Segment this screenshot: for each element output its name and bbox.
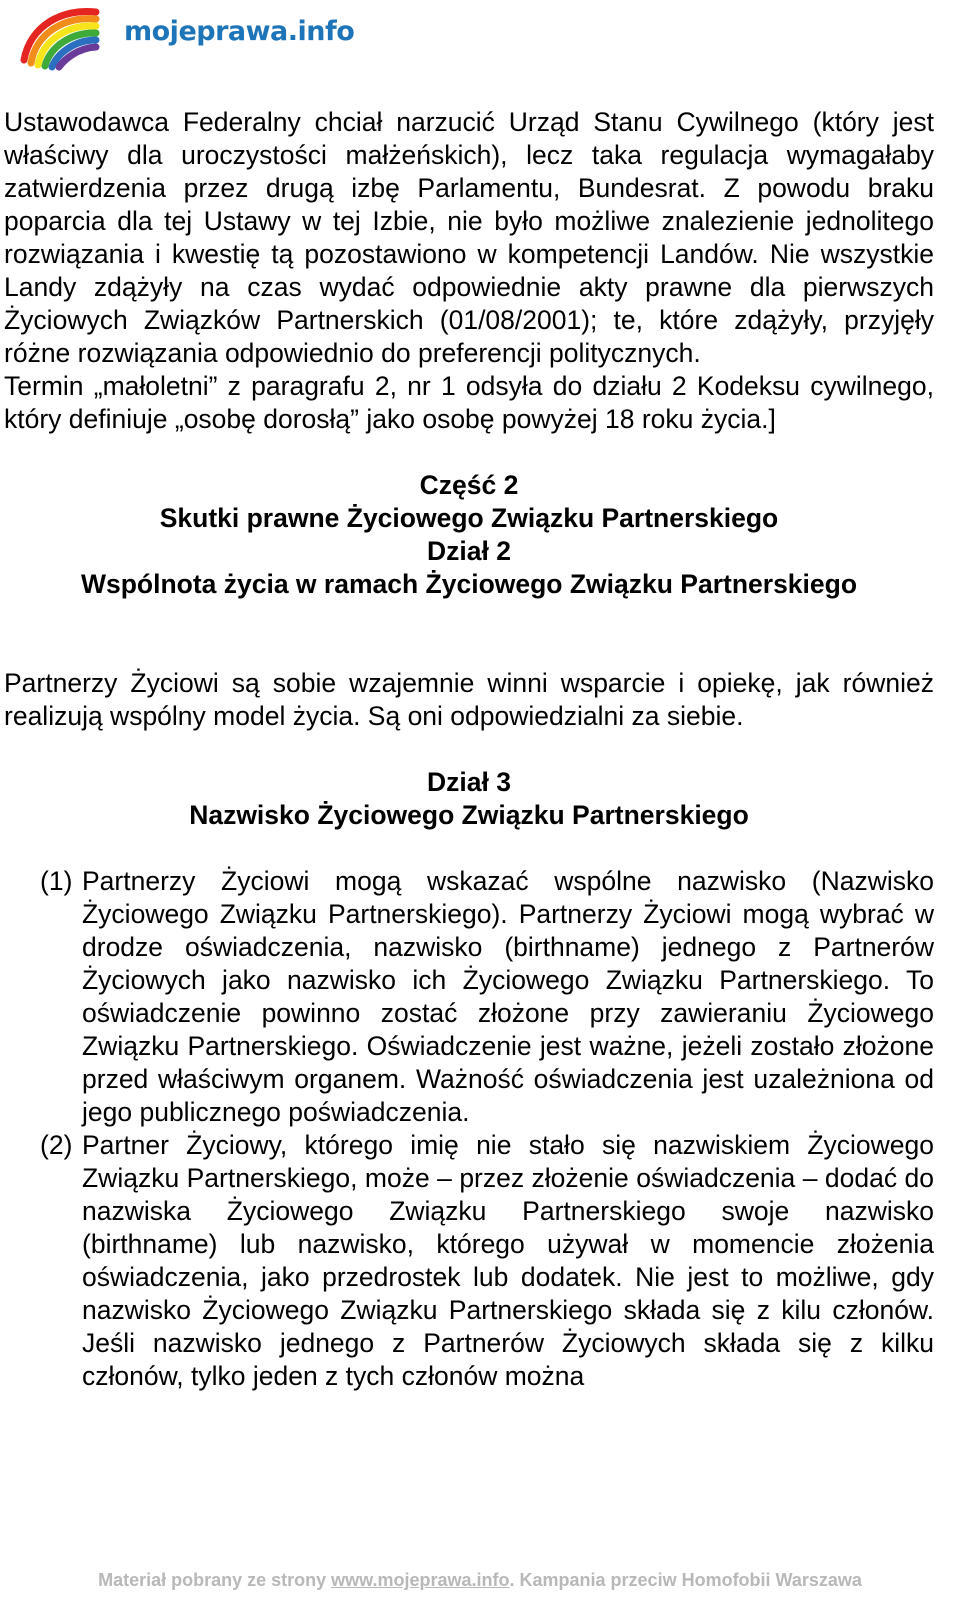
section-2-title: Dział 2: [427, 536, 511, 566]
part-2-heading: [4, 469, 934, 601]
section-3-heading: [4, 766, 934, 832]
footer-prefix: Materiał pobrany ze strony: [98, 1570, 327, 1590]
footer-link[interactable]: www.mojeprawa.info: [331, 1570, 510, 1590]
list-item-text: Partnerzy Życiowi mogą wskazać wspólne nazwisko (Nazwisko Życiowego Związku Partnerskiego). Partnerzy Życiowi mogą wybrać w drodze oświadczenia, nazwisko (birthname) jednego z Partnerów Życiowych jako nazwisko ich Życiowego Związku Partnerskiego. To oświadczenie powinno zostać złożone przy zawieraniu Życiowego Związku Partnerskiego. Oświadczenie jest ważne, jeżeli zostało złożone przed właściwym organem. Ważność oświadczenia jest uzależniona od jego publicznego poświadczenia.: [82, 866, 934, 1127]
document-body: [4, 106, 934, 1393]
list-item: [4, 1129, 934, 1393]
list-item-number: (2): [40, 1130, 73, 1160]
intro-paragraph-2: Termin „małoletni” z paragrafu 2, nr 1 odsyła do działu 2 Kodeksu cywilnego, który definiuje „osobę dorosłą” jako osobę powyżej 18 roku życia.]: [4, 371, 934, 434]
page-footer: [0, 1570, 960, 1591]
intro-paragraph-1: Ustawodawca Federalny chciał narzucić Urząd Stanu Cywilnego (który jest właściwy dla uroczystości małżeńskich), lecz taka regulacja wymagałaby zatwierdzenia przez drugą izbę Parlamentu, Bundesrat. Z powodu braku poparcia dla tej Ustawy w tej Izbie, nie było możliwe znalezienie jednolitego rozwiązania i kwestię tą pozostawiono w kompetencji Landów. Nie wszystkie Landy zdążyły na czas wydać odpowiednie akty prawne dla pierwszych Życiowych Związków Partnerskich (01/08/2001); te, które zdążyły, przyjęły różne rozwiązania odpowiednio do preferencji politycznych.: [4, 107, 934, 368]
section-3-list: [4, 865, 934, 1393]
list-item-number: (1): [40, 866, 73, 896]
part-subtitle: Skutki prawne Życiowego Związku Partnerskiego: [159, 503, 779, 533]
site-logo[interactable]: [16, 2, 355, 72]
section-3-title: Dział 3: [427, 767, 511, 797]
footer-suffix: . Kampania przeciw Homofobii Warszawa: [509, 1570, 862, 1590]
part-title: Część 2: [419, 470, 519, 500]
rainbow-icon: [16, 2, 116, 72]
logo-text: mojeprawa.info: [124, 16, 355, 47]
list-item: [4, 865, 934, 1129]
section-3-subtitle: Nazwisko Życiowego Związku Partnerskiego: [189, 800, 749, 830]
section-2-subtitle: Wspólnota życia w ramach Życiowego Związku Partnerskiego: [80, 569, 858, 599]
list-item-text: Partner Życiowy, którego imię nie stało się nazwiskiem Życiowego Związku Partnerskiego, może – przez złożenie oświadczenia – dodać do nazwiska Życiowego Związku Partnerskiego swoje nazwisko (birthname) lub nazwisko, którego używał w momencie złożenia oświadczenia, jako przedrostek lub dodatek. Nie jest to możliwe, gdy nazwisko Życiowego Związku Partnerskiego składa się z kilu członów. Jeśli nazwisko jednego z Partnerów Życiowych składa się z kilku członów, tylko jeden z tych członów można: [82, 1130, 934, 1391]
section-2-body: Partnerzy Życiowi są sobie wzajemnie winni wsparcie i opiekę, jak również realizują wspólny model życia. Są oni odpowiedzialni za siebie.: [4, 668, 934, 731]
